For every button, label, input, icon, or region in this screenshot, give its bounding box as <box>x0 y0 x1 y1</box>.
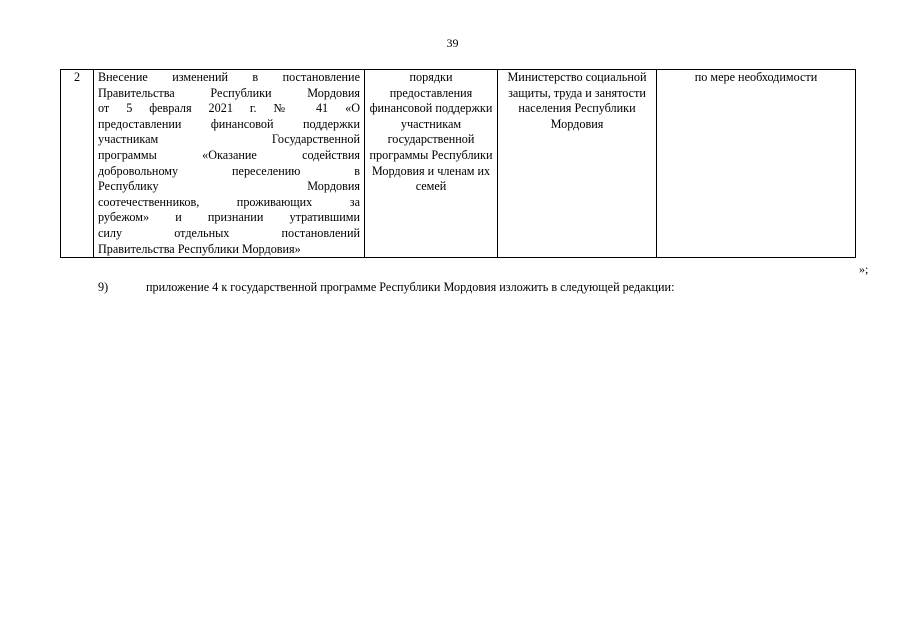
measure-description-cell <box>94 70 365 258</box>
description-line: Правительства Республики Мордовия» <box>98 241 301 256</box>
measures-table <box>60 69 856 258</box>
description-line: рубежом» и признании утратившими <box>98 210 360 225</box>
description-line: соотечественников, проживающих за <box>98 194 360 209</box>
description-line: Внесение изменений в постановление <box>98 70 360 84</box>
page-number: 39 <box>446 36 459 50</box>
description-line: Правительства Республики Мордовия <box>98 85 360 100</box>
description-line: силу отдельных постановлений <box>98 225 360 240</box>
description-line: Республику Мордовия <box>98 179 360 194</box>
description-line: от 5 февраля 2021 г. № 41 «О <box>98 101 360 116</box>
table-row <box>61 70 856 258</box>
item-number: 9) <box>98 280 109 294</box>
mechanism-cell: порядки предоставления финансовой поддержки участникам государственной программы Республики Мордовия и членам их семей <box>365 70 498 258</box>
description-line: предоставлении финансовой поддержки <box>98 116 360 131</box>
closing-quote-mark: »; <box>859 262 869 276</box>
item-9-paragraph <box>98 280 674 294</box>
item-text: приложение 4 к государственной программе Республики Мордовия изложить в следующей редакции: <box>146 280 675 294</box>
description-line: участникам Государственной <box>98 132 360 147</box>
description-line: добровольному переселению в <box>98 163 360 178</box>
term-cell: по мере необходимости <box>657 70 856 258</box>
description-line: программы «Оказание содействия <box>98 147 360 162</box>
executor-cell: Министерство социальной защиты, труда и занятости населения Республики Мордовия <box>498 70 657 258</box>
row-number-cell: 2 <box>61 70 94 258</box>
